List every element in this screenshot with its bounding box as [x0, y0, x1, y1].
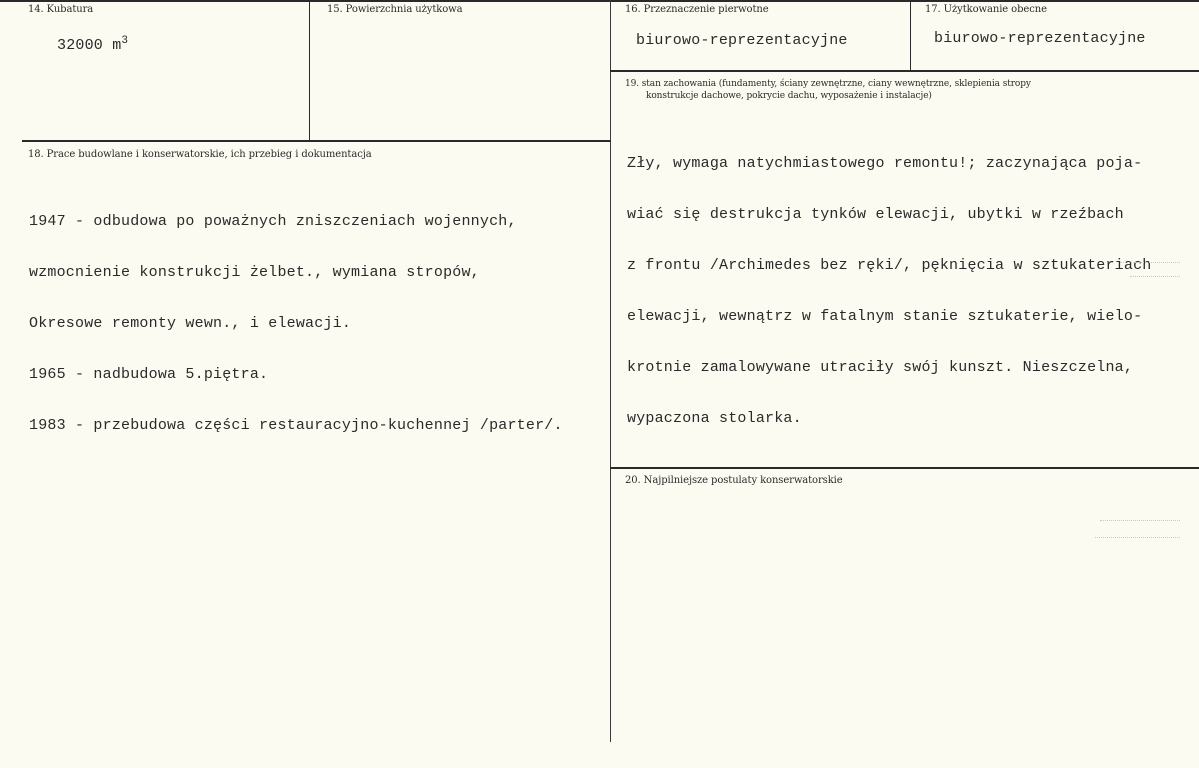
field-16-label: 16. Przeznaczenie pierwotne [625, 4, 769, 15]
field-19-label [625, 78, 1031, 102]
field-18-line: wzmocnienie konstrukcji żelbet., wymiana stropów, [29, 264, 480, 281]
field-18-line: 1983 - przebudowa części restauracyjno-kuchennej /parter/. [29, 417, 563, 434]
field-17-value: biurowo-reprezentacyjne [934, 30, 1146, 47]
field-18-line: Okresowe remonty wewn., i elewacji. [29, 315, 352, 332]
faint-mark [1100, 520, 1180, 522]
field-18-text [29, 179, 563, 468]
field-19-line: wiać się destrukcja tynków elewacji, ubytki w rzeźbach [627, 206, 1124, 223]
vertical-divider-main [610, 0, 611, 742]
vertical-divider-16-17 [910, 0, 911, 71]
field-16-value: biurowo-reprezentacyjne [636, 32, 848, 49]
field-15-label: 15. Powierzchnia użytkowa [327, 4, 463, 15]
field-18-label: 18. Prace budowlane i konserwatorskie, ich przebieg i dokumentacja [28, 149, 372, 160]
field-19-line: wypaczona stolarka. [627, 410, 802, 427]
field-18-line: 1947 - odbudowa po poważnych zniszczeniach wojennych, [29, 213, 517, 230]
field-19-label-line2: konstrukcje dachowe, pokrycie dachu, wyposażenie i instalacje) [646, 91, 932, 101]
field-19-text [627, 121, 1151, 461]
top-border [0, 0, 1199, 2]
field-14-label: 14. Kubatura [28, 4, 94, 15]
field-17-label: 17. Użytkowanie obecne [925, 4, 1047, 15]
faint-mark [1130, 276, 1180, 278]
horizontal-rule-row1-left [22, 140, 611, 142]
field-19-label-line1: 19. stan zachowania (fundamenty, ściany zewnętrzne, ciany wewnętrzne, sklepienia stropy [625, 79, 1031, 89]
field-19-line: elewacji, wewnątrz w fatalnym stanie sztukaterie, wielo- [627, 308, 1143, 325]
field-18-line: 1965 - nadbudowa 5.piętra. [29, 366, 269, 383]
faint-mark [1120, 262, 1180, 264]
horizontal-rule-19-20 [610, 467, 1199, 469]
field-14-value: 32000 $m^3$ [57, 35, 129, 54]
field-19-line: Zły, wymaga natychmiastowego remontu!; zaczynająca poja- [627, 155, 1143, 172]
faint-mark [1095, 537, 1180, 539]
field-19-line: krotnie zamalowywane utraciły swój kunszt. Nieszczelna, [627, 359, 1134, 376]
horizontal-rule-row1-right [610, 70, 1199, 72]
field-19-line: z frontu /Archimedes bez ręki/, pęknięcia w sztukateriach [627, 257, 1152, 274]
vertical-divider-14-15 [309, 0, 310, 141]
field-20-label: 20. Najpilniejsze postulaty konserwatorskie [625, 475, 843, 486]
